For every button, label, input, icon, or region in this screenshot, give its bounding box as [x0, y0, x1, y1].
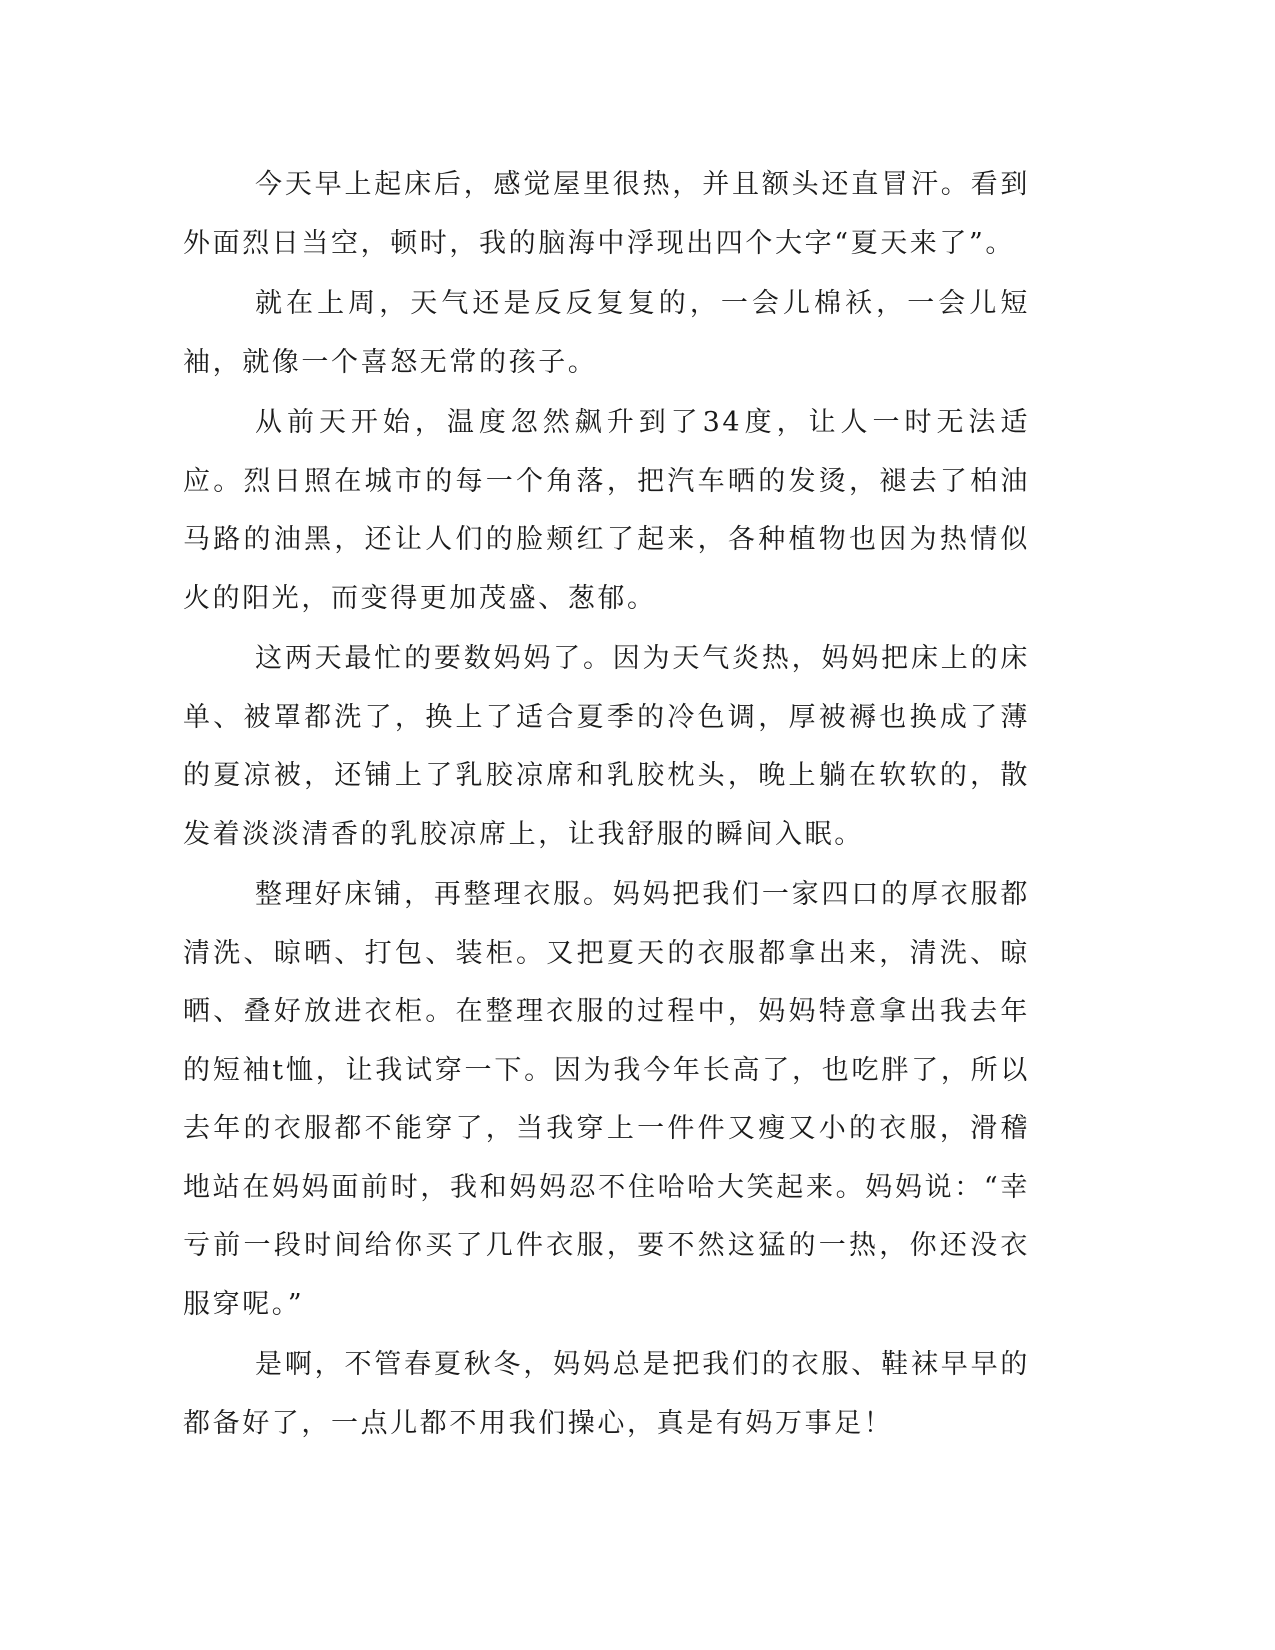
paragraph-3: 从前天开始，温度忽然飙升到了34度，让人一时无法适应。烈日照在城市的每一个角落，把汽车晒的发烫，褪去了柏油马路的油黑，还让人们的脸颊红了起来，各种植物也因为热情似火的阳光，而变得更加茂盛、葱郁。: [183, 407, 1030, 614]
paragraph-2: 就在上周，天气还是反反复复的，一会儿棉袄，一会儿短袖，就像一个喜怒无常的孩子。: [183, 288, 1030, 378]
paragraph-1: 今天早上起床后，感觉屋里很热，并且额头还直冒汗。看到外面烈日当空，顿时，我的脑海中浮现出四个大字“夏天来了”。: [183, 169, 1030, 259]
paragraph-5: 整理好床铺，再整理衣服。妈妈把我们一家四口的厚衣服都清洗、晾晒、打包、装柜。又把夏天的衣服都拿出来，清洗、晾晒、叠好放进衣柜。在整理衣服的过程中，妈妈特意拿出我去年的短袖t恤，让我试穿一下。因为我今年长高了，也吃胖了，所以去年的衣服都不能穿了，当我穿上一件件又瘦又小的衣服，滑稽地站在妈妈面前时，我和妈妈忍不住哈哈大笑起来。妈妈说：“幸亏前一段时间给你买了几件衣服，要不然这猛的一热，你还没衣服穿呢。”: [183, 879, 1030, 1320]
paragraph-4: 这两天最忙的要数妈妈了。因为天气炎热，妈妈把床上的床单、被罩都洗了，换上了适合夏季的冷色调，厚被褥也换成了薄的夏凉被，还铺上了乳胶凉席和乳胶枕头，晚上躺在软软的，散发着淡淡清香的乳胶凉席上，让我舒服的瞬间入眠。: [183, 643, 1030, 850]
essay-body: [183, 156, 1030, 1455]
paragraph-6: 是啊，不管春夏秋冬，妈妈总是把我们的衣服、鞋袜早早的都备好了，一点儿都不用我们操心，真是有妈万事足！: [183, 1349, 1030, 1439]
